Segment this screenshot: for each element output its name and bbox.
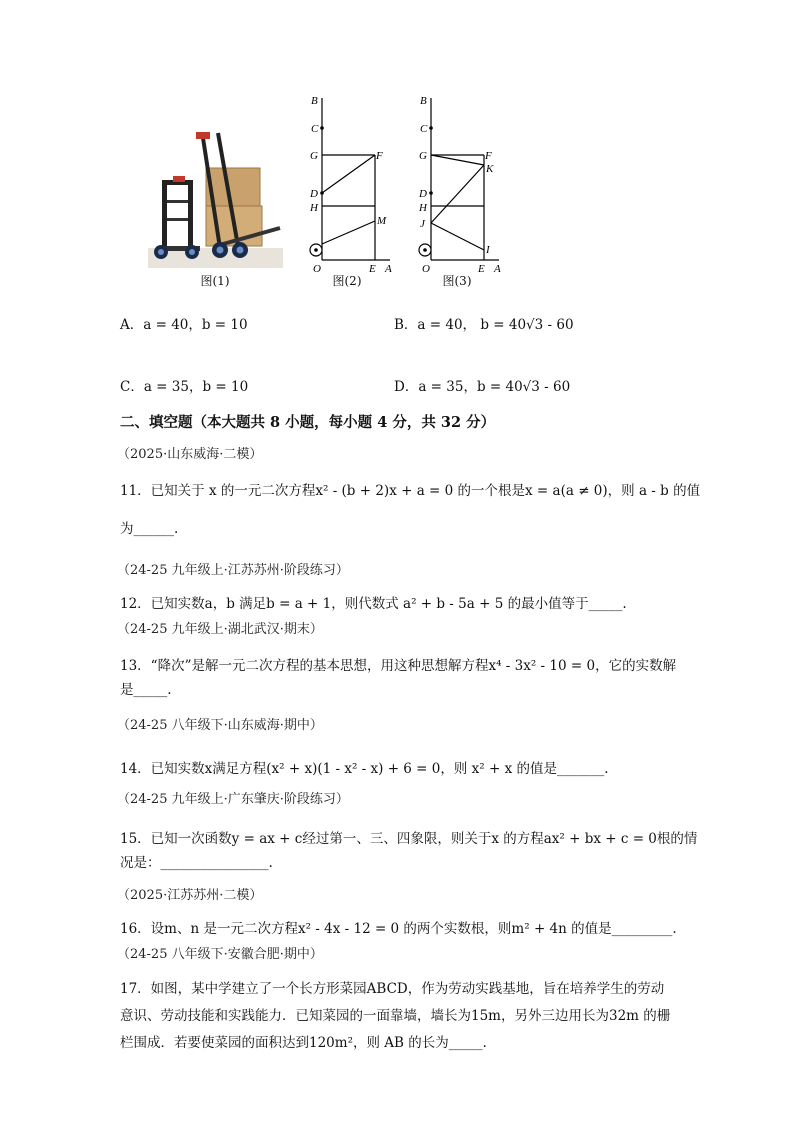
label-J: J (420, 218, 425, 230)
question-source: （24-25 八年级下·山东威海·期中） (117, 718, 323, 733)
label-E: E (369, 263, 376, 275)
label-H: H (310, 202, 318, 214)
question-text: 11．已知关于 x 的一元二次方程x² - (b + 2)x + a = 0 的一个根是x = a(a ≠ 0)，则 a - b 的值 (120, 483, 701, 499)
question-text: 栏围成．若要使菜园的面积达到120m²，则 AB 的长为_____. (120, 1035, 487, 1051)
question-text: 是_____. (120, 682, 172, 698)
label-H: H (419, 202, 427, 214)
label-G: G (310, 150, 318, 162)
question-text: 意识、劳动技能和实践能力．已知菜园的一面靠墙，墙长为15m，另外三边用长为32m 的栅 (120, 1008, 671, 1024)
question-text: 15．已知一次函数y = ax + c经过第一、三、四象限，则关于x 的方程ax² + bx + c = 0根的情 (120, 831, 698, 847)
figure-3-diagram (414, 90, 514, 275)
question-source: （24-25 九年级上·广东肇庆·阶段练习） (117, 792, 349, 807)
label-O: O (422, 263, 430, 275)
label-O: O (313, 263, 321, 275)
label-D: D (310, 188, 318, 200)
label-K: K (486, 163, 494, 175)
option-b[interactable]: B．a = 40， b = 40√3 - 60 (394, 317, 574, 333)
label-C: C (311, 123, 319, 135)
option-a[interactable]: A．a = 40，b = 10 (120, 317, 248, 333)
figure-2-diagram (305, 90, 405, 275)
label-I: I (486, 244, 490, 256)
question-text: 12．已知实数a，b 满足b = a + 1，则代数式 a² + b - 5a + 5 的最小值等于_____. (120, 596, 627, 612)
question-text: 17．如图，某中学建立了一个长方形菜园ABCD，作为劳动实践基地，旨在培养学生的劳动 (120, 981, 665, 997)
question-source: （2025·江苏苏州·二模） (117, 888, 263, 903)
label-G: G (419, 150, 427, 162)
label-A: A (494, 263, 501, 275)
label-A: A (385, 263, 392, 275)
fig3-caption: 图(3) (442, 274, 472, 288)
question-source: （24-25 九年级上·江苏苏州·阶段练习） (117, 563, 349, 578)
hand-truck-photo (148, 128, 283, 270)
option-d[interactable]: D．a = 35，b = 40√3 - 60 (394, 379, 571, 395)
question-text: 16．设m、n 是一元二次方程x² - 4x - 12 = 0 的两个实数根，则m² + 4n 的值是_________. (120, 921, 677, 937)
label-B: B (311, 95, 318, 107)
question-text: 14．已知实数x满足方程(x² + x)(1 - x² - x) + 6 = 0，则 x² + x 的值是_______. (120, 761, 609, 777)
question-source: （2025·山东威海·二模） (117, 447, 263, 462)
label-B: B (420, 95, 427, 107)
fig2-caption: 图(2) (332, 274, 362, 288)
question-text: 13．“降次”是解一元二次方程的基本思想，用这种思想解方程x⁴ - 3x² - 10 = 0，它的实数解 (120, 658, 677, 674)
option-c[interactable]: C．a = 35，b = 10 (120, 379, 249, 395)
label-F: F (485, 150, 492, 162)
question-source: （24-25 九年级上·湖北武汉·期末） (117, 622, 323, 637)
question-source: （24-25 八年级下·安徽合肥·期中） (117, 947, 323, 962)
label-D: D (419, 188, 427, 200)
question-text: 况是：________________. (120, 855, 273, 871)
section-title: 二、填空题（本大题共 8 小题，每小题 4 分，共 32 分） (120, 414, 496, 431)
question-text: 为______. (120, 521, 179, 537)
fig1-caption: 图(1) (200, 274, 230, 288)
label-C: C (420, 123, 428, 135)
label-F: F (376, 150, 383, 162)
label-M: M (377, 215, 387, 227)
label-E: E (478, 263, 485, 275)
